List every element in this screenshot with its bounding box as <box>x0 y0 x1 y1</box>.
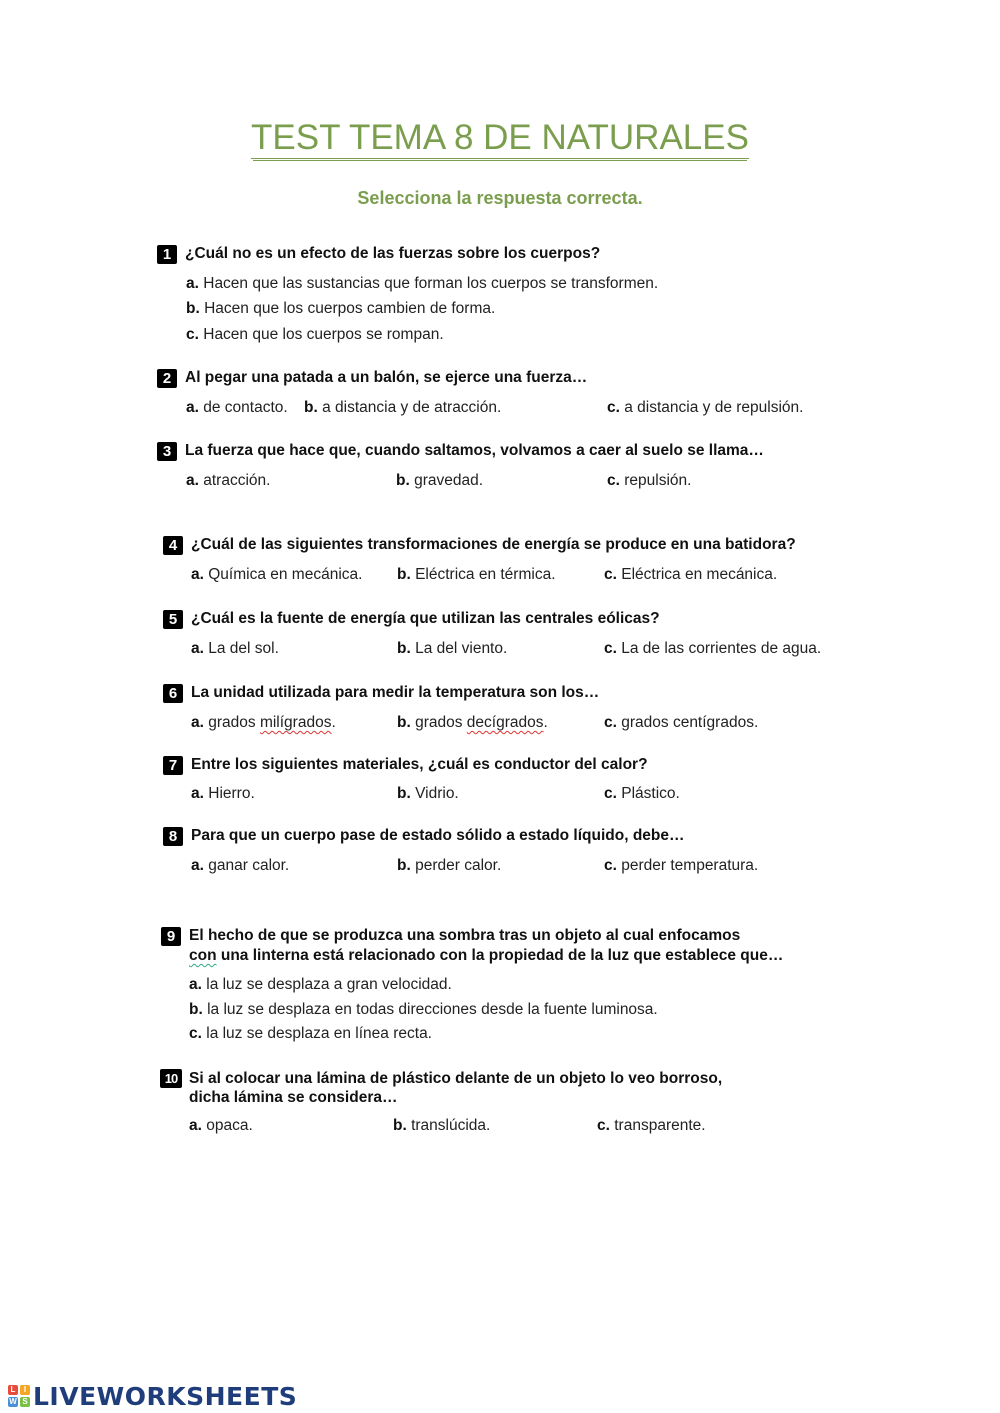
answer-option-a[interactable]: a. Hierro. <box>191 785 255 802</box>
question-number-badge: 9 <box>161 927 181 946</box>
answer-option-c[interactable]: c. La de las corrientes de agua. <box>604 640 822 657</box>
answer-option-c[interactable]: c. a distancia y de repulsión. <box>607 399 804 416</box>
answer-option-a[interactable]: a. la luz se desplaza a gran velocidad. <box>189 976 452 993</box>
answer-option-a[interactable]: a. Hacen que las sustancias que forman los cuerpos se transformen. <box>186 275 659 292</box>
question-number-badge: 5 <box>163 610 183 629</box>
question-text: Para que un cuerpo pase de estado sólido a estado líquido, debe… <box>191 827 685 844</box>
question-text: La fuerza que hace que, cuando saltamos, volvamos a caer al suelo se llama… <box>185 442 764 459</box>
answer-option-a[interactable]: a. de contacto. <box>186 399 288 416</box>
answer-option-a[interactable]: a. Química en mecánica. <box>191 566 363 583</box>
answer-option-c[interactable]: c. Plástico. <box>604 785 680 802</box>
question-text: ¿Cuál es la fuente de energía que utilizan las centrales eólicas? <box>191 610 660 627</box>
question-text-line-2: con una linterna está relacionado con la propiedad de la luz que establece que… <box>189 947 784 964</box>
question-number-badge: 6 <box>163 684 183 703</box>
answer-option-b[interactable]: b. Vidrio. <box>397 785 459 802</box>
question-number-badge: 7 <box>163 756 183 775</box>
liveworksheets-logo[interactable] <box>8 1381 297 1411</box>
answer-option-b[interactable]: b. La del viento. <box>397 640 508 657</box>
question-number-badge: 10 <box>160 1069 182 1088</box>
answer-option-a[interactable]: a. grados milígrados. <box>191 714 336 731</box>
answer-option-c[interactable]: c. Hacen que los cuerpos se rompan. <box>186 326 444 343</box>
question-text: La unidad utilizada para medir la temperatura son los… <box>191 684 600 701</box>
answer-option-c[interactable]: c. transparente. <box>597 1117 706 1134</box>
answer-option-b[interactable]: b. translúcida. <box>393 1117 491 1134</box>
question-text-line-2: dicha lámina se considera… <box>189 1089 398 1106</box>
answer-option-a[interactable]: a. opaca. <box>189 1117 253 1134</box>
question-text: Si al colocar una lámina de plástico delante de un objeto lo veo borroso, <box>189 1070 723 1087</box>
logo-text: LIVEWORKSHEETS <box>33 1381 298 1411</box>
question-number-badge: 3 <box>157 442 177 461</box>
answer-option-b[interactable]: b. gravedad. <box>396 472 484 489</box>
answer-option-a[interactable]: a. La del sol. <box>191 640 279 657</box>
question-text: El hecho de que se produzca una sombra tras un objeto al cual enfocamos <box>189 927 741 944</box>
answer-option-c[interactable]: c. Eléctrica en mecánica. <box>604 566 778 583</box>
question-text: ¿Cuál de las siguientes transformaciones de energía se produce en una batidora? <box>191 536 796 553</box>
instructions: Selecciona la respuesta correcta. <box>357 188 643 208</box>
question-number-badge: 2 <box>157 369 177 388</box>
answer-option-b[interactable]: b. Hacen que los cuerpos cambien de forma. <box>186 300 496 317</box>
answer-option-b[interactable]: b. grados decígrados. <box>397 714 548 731</box>
answer-option-b[interactable]: b. la luz se desplaza en todas direcciones desde la fuente luminosa. <box>189 1001 658 1018</box>
question-text: ¿Cuál no es un efecto de las fuerzas sobre los cuerpos? <box>185 245 601 262</box>
logo-blocks-icon: L I W S <box>8 1385 30 1407</box>
worksheet-title: TEST TEMA 8 DE NATURALES <box>251 118 749 157</box>
question-number-badge: 4 <box>163 536 183 555</box>
answer-option-b[interactable]: b. perder calor. <box>397 857 502 874</box>
question-number-badge: 1 <box>157 245 177 264</box>
question-text: Entre los siguientes materiales, ¿cuál es conductor del calor? <box>191 756 648 773</box>
answer-option-c[interactable]: c. perder temperatura. <box>604 857 759 874</box>
question-text: Al pegar una patada a un balón, se ejerce una fuerza… <box>185 369 588 386</box>
answer-option-c[interactable]: c. la luz se desplaza en línea recta. <box>189 1025 432 1042</box>
answer-option-c[interactable]: c. grados centígrados. <box>604 714 759 731</box>
answer-option-a[interactable]: a. atracción. <box>186 472 271 489</box>
answer-option-b[interactable]: b. Eléctrica en térmica. <box>397 566 556 583</box>
answer-option-a[interactable]: a. ganar calor. <box>191 857 290 874</box>
question-number-badge: 8 <box>163 827 183 846</box>
answer-option-c[interactable]: c. repulsión. <box>607 472 692 489</box>
answer-option-b[interactable]: b. a distancia y de atracción. <box>304 399 502 416</box>
